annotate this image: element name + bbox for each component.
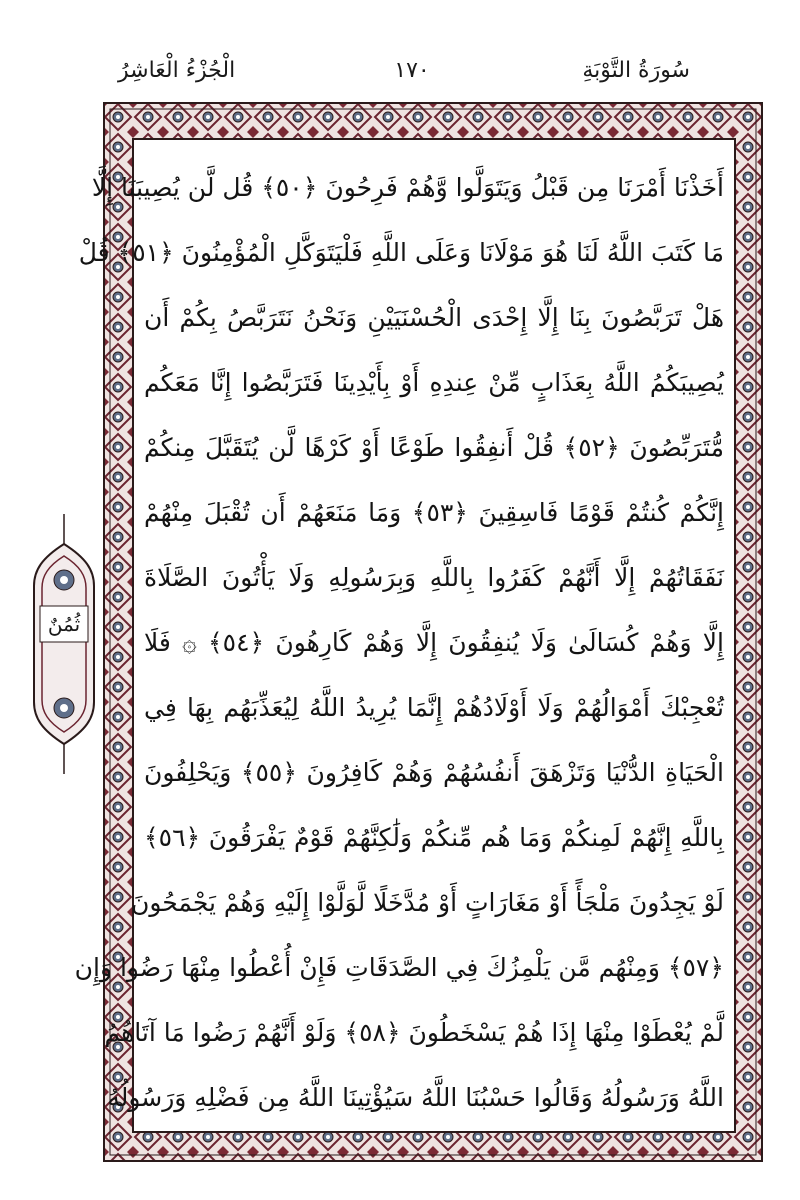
text-line: تُعْجِبْكَ أَمْوَالُهُمْ وَلَا أَوْلَادُهُمْ إِنَّمَا يُرِيدُ اللَّهُ لِيُعَذِّبَهُم بِهَا فِي — [144, 693, 724, 722]
text-line: ﴿٥٧﴾ وَمِنْهُم مَّن يَلْمِزُكَ فِي الصَّدَقَاتِ فَإِنْ أُعْطُوا مِنْهَا رَضُوا وَإِن — [74, 953, 724, 982]
marker-label: ثُمُنٌ — [47, 612, 81, 636]
text-line: لَّمْ يُعْطَوْا مِنْهَا إِذَا هُمْ يَسْخَطُونَ ﴿٥٨﴾ وَلَوْ أَنَّهُمْ رَضُوا مَا آتَاهُمُ — [104, 1018, 724, 1047]
quran-text-area — [74, 138, 736, 1133]
text-line: إِلَّا وَهُمْ كُسَالَىٰ وَلَا يُنفِقُونَ إِلَّا وَهُمْ كَارِهُونَ ﴿٥٤﴾ ۞ فَلَا — [144, 628, 724, 657]
text-line: هَلْ تَرَبَّصُونَ بِنَا إِلَّا إِحْدَى الْحُسْنَيَيْنِ وَنَحْنُ نَتَرَبَّصُ بِكُمْ أَن — [144, 303, 724, 332]
text-line: مَا كَتَبَ اللَّهُ لَنَا هُوَ مَوْلَانَا وَعَلَى اللَّهِ فَلْيَتَوَكَّلِ الْمُؤْمِنُونَ ﴿٥١﴾ قُلْ — [78, 238, 724, 267]
text-line: نَفَقَاتُهُمْ إِلَّا أَنَّهُمْ كَفَرُوا بِاللَّهِ وَبِرَسُولِهِ وَلَا يَأْتُونَ الصَّلَاةَ — [144, 563, 724, 592]
text-line: يُصِيبَكُمُ اللَّهُ بِعَذَابٍ مِّنْ عِندِهِ أَوْ بِأَيْدِينَا فَتَرَبَّصُوا إِنَّا مَعَكُم — [144, 368, 724, 397]
text-line: لَوْ يَجِدُونَ مَلْجَأً أَوْ مَغَارَاتٍ أَوْ مُدَّخَلًا لَّوَلَّوْا إِلَيْهِ وَهُمْ يَجْمَحُونَ — [131, 888, 724, 917]
text-line: الْحَيَاةِ الدُّنْيَا وَتَزْهَقَ أَنفُسُهُمْ وَهُمْ كَافِرُونَ ﴿٥٥﴾ وَيَحْلِفُونَ — [144, 758, 724, 787]
surah-title: سُورَةُ التَّوْبَةِ — [582, 58, 690, 83]
marker-ornament — [28, 514, 100, 774]
page-number: ١٧٠ — [394, 58, 430, 83]
thumun-marker — [28, 514, 100, 774]
text-line: بِاللَّهِ إِنَّهُمْ لَمِنكُمْ وَمَا هُم مِّنكُمْ وَلَٰكِنَّهُمْ قَوْمٌ يَفْرَقُونَ ﴿٥٦﴾ — [144, 823, 724, 852]
page-header — [0, 58, 800, 98]
text-line: مُّتَرَبِّصُونَ ﴿٥٢﴾ قُلْ أَنفِقُوا طَوْعًا أَوْ كَرْهًا لَّن يُتَقَبَّلَ مِنكُمْ — [144, 433, 724, 462]
juz-title: الْجُزْءُ الْعَاشِرُ — [118, 58, 236, 83]
text-line: أَخَذْنَا أَمْرَنَا مِن قَبْلُ وَيَتَوَلَّوا وَّهُمْ فَرِحُونَ ﴿٥٠﴾ قُل لَّن يُصِيبَنَا إِلَّا — [91, 173, 724, 202]
text-line: إِنَّكُمْ كُنتُمْ قَوْمًا فَاسِقِينَ ﴿٥٣﴾ وَمَا مَنَعَهُمْ أَن تُقْبَلَ مِنْهُمْ — [144, 498, 724, 527]
text-line: اللَّهُ وَرَسُولُهُ وَقَالُوا حَسْبُنَا اللَّهُ سَيُؤْتِينَا اللَّهُ مِن فَضْلِهِ وَرَسُولُهُ — [107, 1083, 724, 1112]
